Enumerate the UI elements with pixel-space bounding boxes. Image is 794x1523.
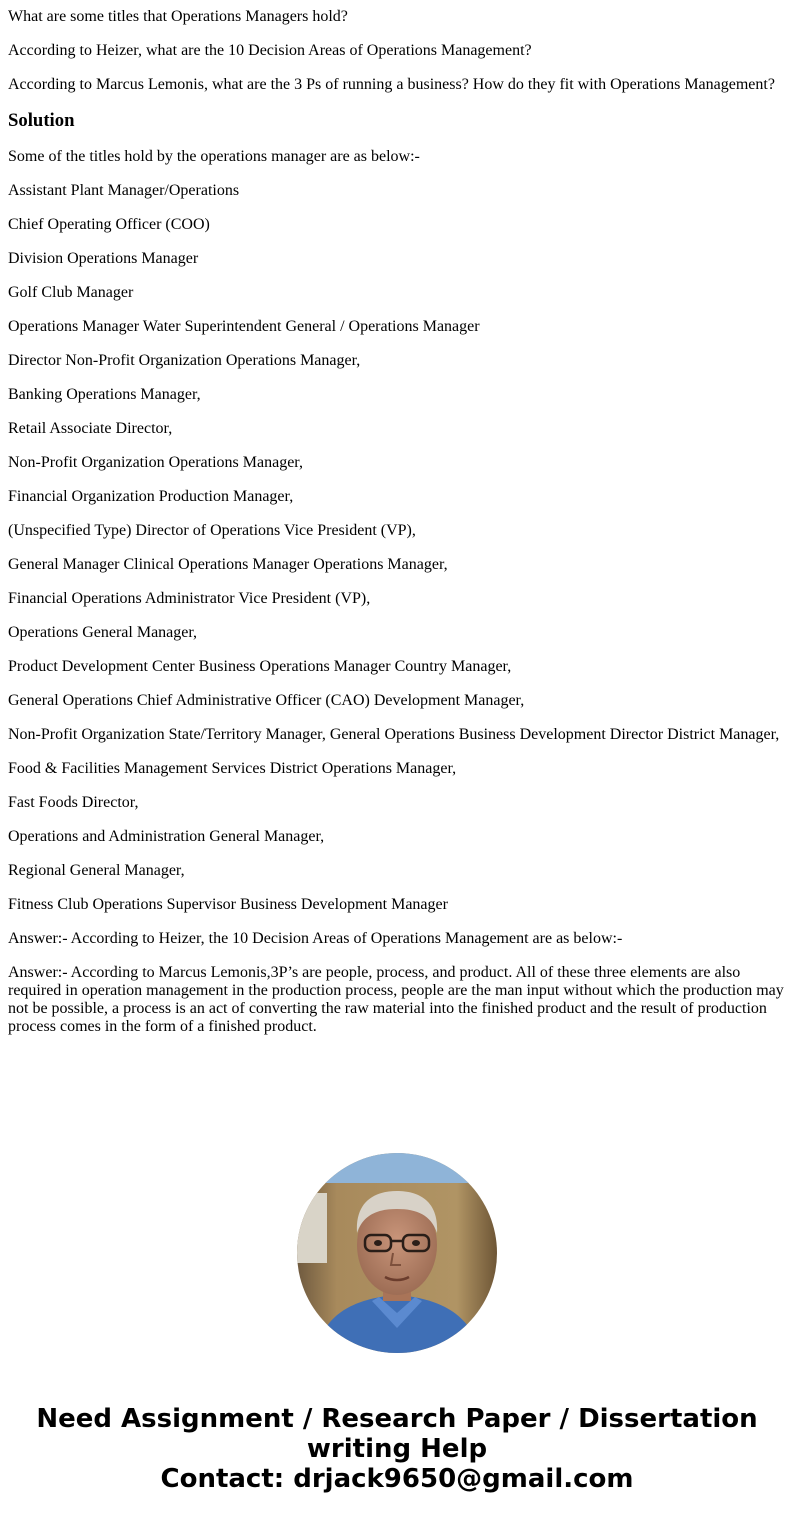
title-item: Regional General Manager, [8, 862, 185, 879]
title-item: Non-Profit Organization Operations Manager, [8, 454, 303, 471]
question-1: What are some titles that Operations Managers hold? [8, 8, 348, 25]
title-item: Financial Organization Production Manager, [8, 488, 294, 505]
avatar [297, 1153, 497, 1353]
answer-lemonis: Answer:- According to Marcus Lemonis,3P’s are people, process, and product. All of these three elements are also required in operation management in the production process, people are the man input without which the production may not be possible, a process is an act of converting the raw material into the finished product and the result of production process comes in the form of a finished product. [8, 964, 784, 1035]
title-item: Food & Facilities Management Services District Operations Manager, [8, 760, 457, 777]
title-item: Fitness Club Operations Supervisor Business Development Manager [8, 896, 448, 913]
solution-intro: Some of the titles hold by the operations manager are as below:- [8, 148, 420, 165]
title-item: Banking Operations Manager, [8, 386, 201, 403]
promo-contact: Contact: drjack9650@gmail.com [160, 1464, 634, 1494]
title-item: Golf Club Manager [8, 284, 134, 301]
title-item: (Unspecified Type) Director of Operations Vice President (VP), [8, 522, 416, 539]
title-item: General Manager Clinical Operations Manager Operations Manager, [8, 556, 448, 573]
title-item: Chief Operating Officer (COO) [8, 216, 210, 233]
answer-heizer: Answer:- According to Heizer, the 10 Decision Areas of Operations Management are as below:- [8, 930, 623, 947]
title-item: Operations General Manager, [8, 624, 198, 641]
title-item: Non-Profit Organization State/Territory Manager, General Operations Business Development Director District Manager, [8, 726, 780, 743]
promo-line-2: writing Help [306, 1434, 488, 1464]
title-item: Product Development Center Business Operations Manager Country Manager, [8, 658, 512, 675]
document-body [8, 0, 786, 1052]
title-item: Division Operations Manager [8, 250, 199, 267]
question-3: According to Marcus Lemonis, what are the 3 Ps of running a business? How do they fit with Operations Management? [8, 76, 775, 93]
title-item: Fast Foods Director, [8, 794, 139, 811]
solution-heading: Solution [8, 110, 75, 131]
avatar-portrait-icon [297, 1153, 497, 1353]
title-item: Assistant Plant Manager/Operations [8, 182, 240, 199]
title-item: Retail Associate Director, [8, 420, 173, 437]
title-item: General Operations Chief Administrative Officer (CAO) Development Manager, [8, 692, 525, 709]
question-2: According to Heizer, what are the 10 Decision Areas of Operations Management? [8, 42, 532, 59]
title-item: Operations Manager Water Superintendent General / Operations Manager [8, 318, 480, 335]
title-item: Operations and Administration General Manager, [8, 828, 325, 845]
promo-line-1: Need Assignment / Research Paper / Dissertation [36, 1404, 758, 1434]
title-item: Financial Operations Administrator Vice President (VP), [8, 590, 371, 607]
promo-banner [0, 1404, 794, 1494]
title-item: Director Non-Profit Organization Operations Manager, [8, 352, 361, 369]
